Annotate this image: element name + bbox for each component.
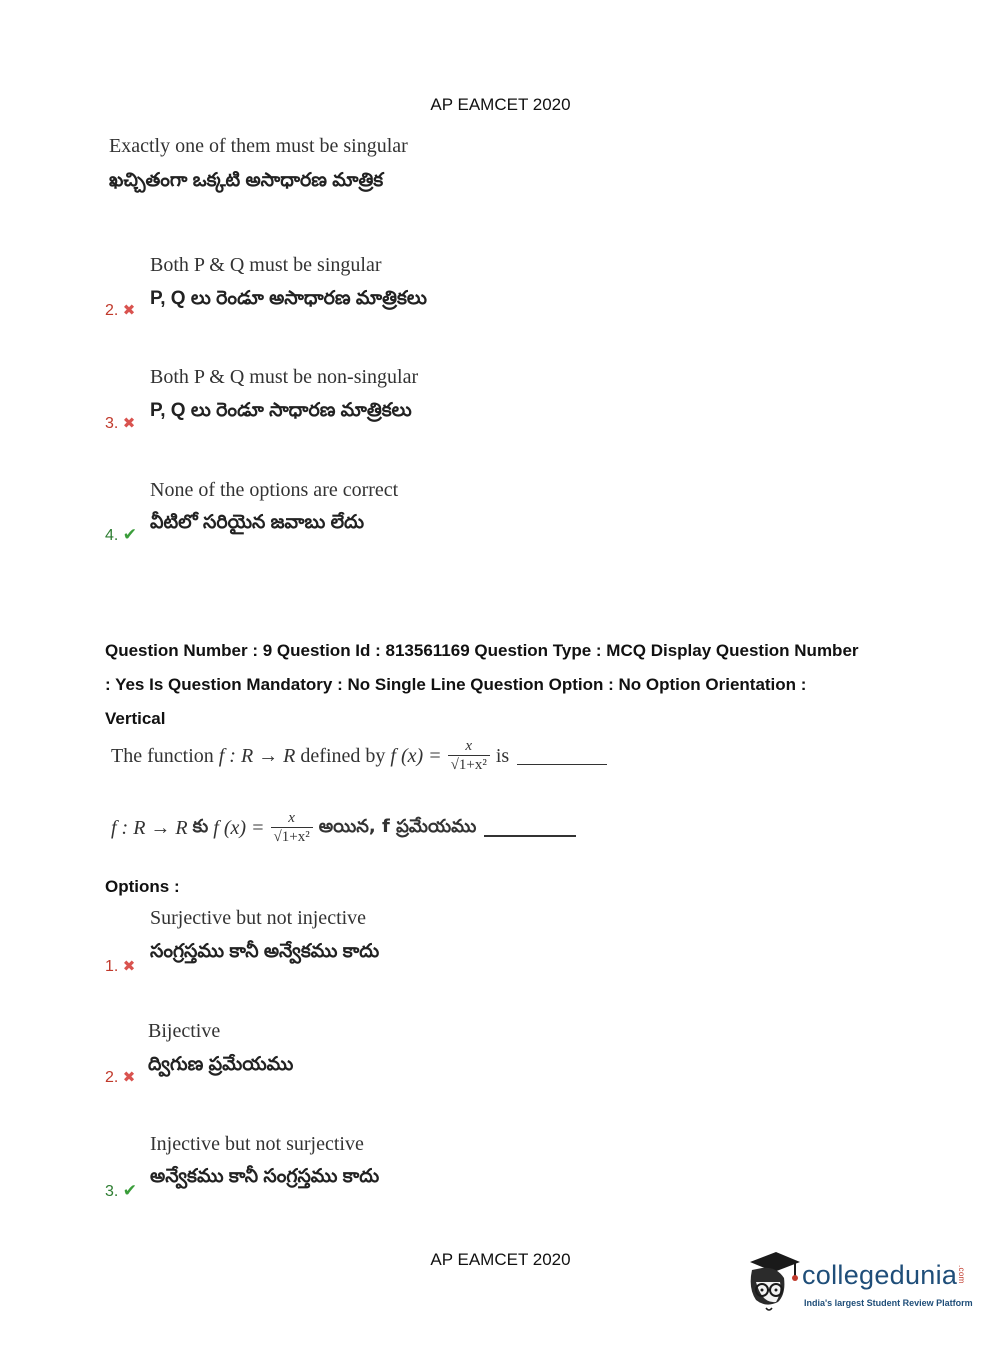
q9-option3-telugu: అన్వేకము కానీ సంగ్రస్తము కాదు (150, 1166, 380, 1187)
q8-option4-english: None of the options are correct (150, 479, 399, 501)
q9-question-english (111, 738, 607, 774)
answer-blank (517, 748, 607, 765)
metadata-line-1: Question Number : 9 Question Id : 813561169 Question Type : MCQ Display Question Number (105, 641, 859, 660)
wrong-mark-icon: ✖ (122, 1069, 136, 1086)
te-fraction (271, 810, 313, 846)
q8-option2-number-text: 2. (105, 302, 119, 319)
q9-question-telugu (111, 810, 576, 846)
q9-option3-english: Injective but not surjective (150, 1133, 364, 1155)
options-label: Options : (105, 877, 180, 896)
q9-option1-number-text: 1. (105, 958, 119, 975)
q8-option3-number-text: 3. (105, 415, 119, 432)
wrong-mark-icon: ✖ (122, 958, 136, 975)
te-answer-blank (484, 819, 576, 837)
te-question-map: f : R → R (111, 816, 188, 839)
question-prefix: The function (111, 744, 214, 767)
student-mascot-icon (742, 1248, 802, 1318)
q9-option1-number (105, 957, 135, 976)
q9-option1-english: Surjective but not injective (150, 907, 367, 929)
question-defined: defined by (300, 744, 386, 767)
wrong-mark-icon: ✖ (122, 415, 136, 432)
q8-option3-telugu: P, Q లు రెండూ సాధారణ మాత్రికలు (150, 400, 412, 421)
q8-option4-number (105, 525, 137, 545)
q8-option2-telugu: P, Q లు రెండూ అసాధారణ మాత్రికలు (150, 288, 427, 309)
q8-option2-english: Both P & Q must be singular (150, 254, 382, 276)
question-suffix: is (495, 744, 510, 767)
question-fx: f (x) = (390, 744, 442, 767)
q9-option3-number-text: 3. (105, 1183, 119, 1200)
q8-option1-telugu: ఖచ్చితంగా ఒక్కటి అసాధారణ మాత్రిక (109, 170, 384, 191)
question-metadata (105, 634, 915, 736)
logo-tagline: India's largest Student Review Platform (804, 1298, 973, 1308)
collegedunia-logo (742, 1248, 972, 1318)
q9-option2-telugu: ద్విగుణ ప్రమేయము (148, 1054, 294, 1075)
te-fraction-denominator: √1+x² (271, 827, 313, 846)
q8-option1-english: Exactly one of them must be singular (109, 135, 408, 157)
te-fraction-numerator: x (288, 810, 295, 826)
te-question-ku: కు (192, 815, 209, 837)
metadata-line-3: Vertical (105, 709, 166, 728)
q9-option2-number-text: 2. (105, 1069, 119, 1086)
correct-mark-icon: ✔ (122, 525, 138, 544)
q9-option1-telugu: సంగ్రస్తము కానీ అన్వేకము కాదు (150, 941, 380, 962)
wrong-mark-icon: ✖ (122, 302, 136, 319)
page-footer: AP EAMCET 2020 (430, 1250, 571, 1269)
metadata-line-2: : Yes Is Question Mandatory : No Single Line Question Option : No Option Orientation : (105, 675, 807, 694)
fraction-numerator: x (465, 738, 473, 754)
logo-wordmark (802, 1260, 966, 1291)
te-question-fx: f (x) = (213, 816, 265, 839)
q8-option3-english: Both P & Q must be non-singular (150, 366, 419, 388)
q8-option3-number (105, 414, 135, 433)
q8-option2-number (105, 301, 135, 320)
logo-domain: .com (957, 1265, 967, 1284)
fraction-denominator: √1+x² (448, 755, 490, 774)
fraction (448, 738, 490, 774)
q8-option4-number-text: 4. (105, 527, 119, 544)
logo-name: collegedunia (802, 1260, 958, 1290)
page-header: AP EAMCET 2020 (430, 95, 571, 114)
q9-option2-english: Bijective (148, 1020, 221, 1042)
q9-option2-number (105, 1068, 135, 1087)
q9-option3-number (105, 1181, 137, 1201)
q8-option4-telugu: వీటిలో సరియైన జవాబు లేదు (150, 512, 365, 533)
te-question-suffix: అయిన, f ప్రమేయము (318, 815, 477, 837)
question-map: f : R → R (218, 744, 296, 767)
correct-mark-icon: ✔ (122, 1181, 138, 1200)
